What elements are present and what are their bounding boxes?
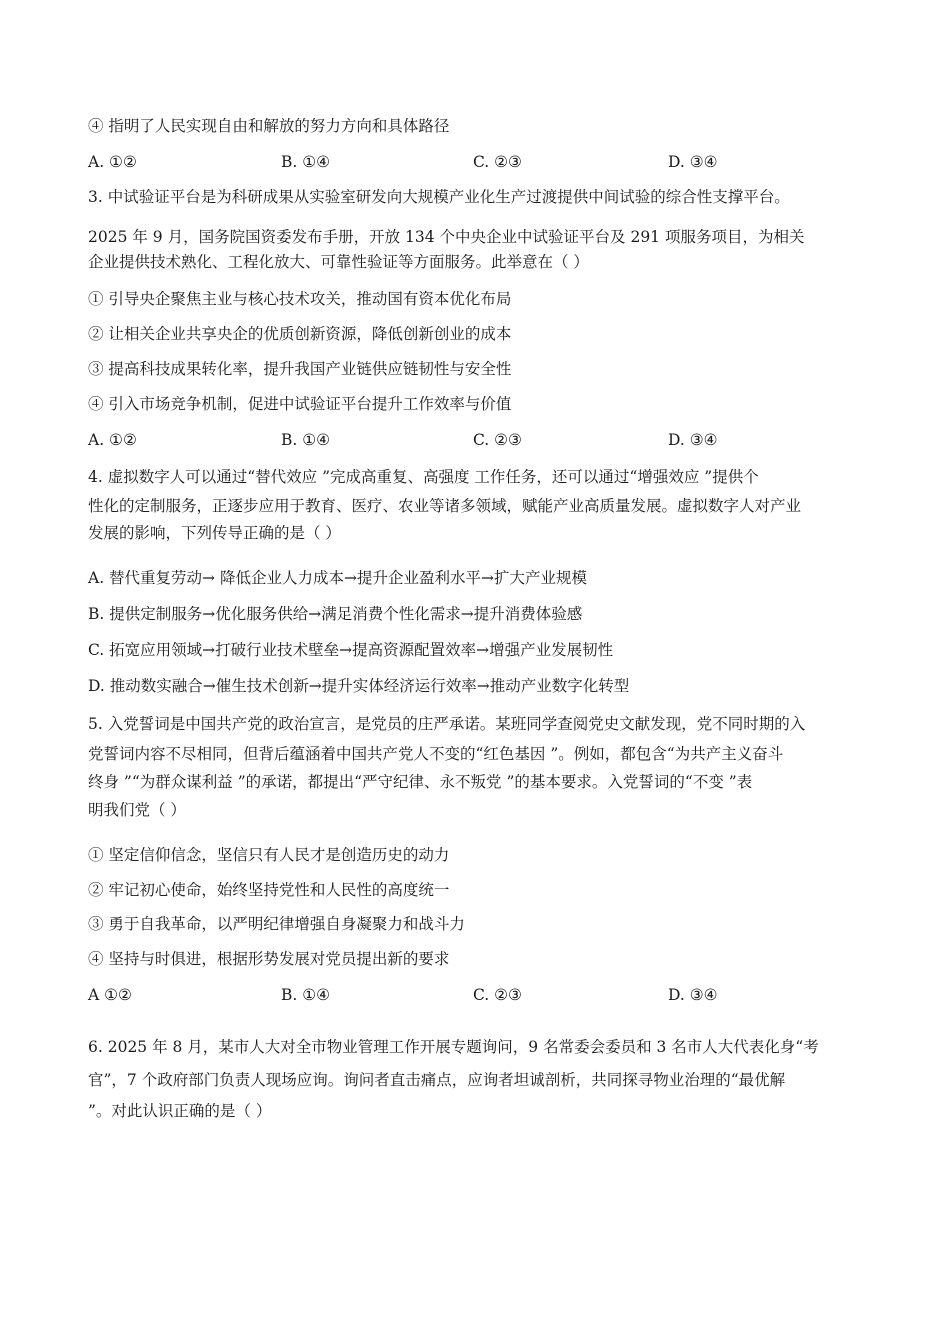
q3-option-c: C. ②③: [473, 431, 522, 449]
q4-stem-line-2: 性化的定制服务，正逐步应用于教育、医疗、农业等诸多领域，赋能产业高质量发展。虚拟数字人对产业: [88, 497, 802, 515]
q5-stem-line-4: 明我们党（ ）: [88, 801, 186, 819]
prev-item-4: ④ 指明了人民实现自由和解放的努力方向和具体路径: [88, 117, 450, 135]
q3-item-2: ② 让相关企业共享央企的优质创新资源，降低创新创业的成本: [88, 325, 512, 343]
q5-item-4: ④ 坚持与时俱进，根据形势发展对党员提出新的要求: [88, 950, 450, 968]
q4-choice-a: A. 替代重复劳动→ 降低企业人力成本→提升企业盈利水平→扩大产业规模: [88, 569, 587, 587]
q5-item-3: ③ 勇于自我革命，以严明纪律增强自身凝聚力和战斗力: [88, 915, 465, 933]
q5-options: [88, 985, 888, 1005]
q3-item-4: ④ 引入市场竞争机制，促进中试验证平台提升工作效率与价值: [88, 395, 512, 413]
q6-stem-line-2: 官”，7 个政府部门负责人现场应询。询问者直击痛点，应询者坦诚剖析，共同探寻物业治理的“最优解: [88, 1071, 786, 1089]
q5-item-1: ① 坚定信仰信念，坚信只有人民才是创造历史的动力: [88, 846, 450, 864]
q3-option-b: B. ①④: [281, 431, 331, 449]
q3-option-a: A. ①②: [88, 431, 137, 449]
prev-option-b: B. ①④: [281, 153, 331, 171]
q4-stem-line-1: 4. 虚拟数字人可以通过“替代效应 ”完成高重复、高强度 工作任务，还可以通过“增强效应 ”提供个: [88, 468, 759, 486]
q3-option-d: D. ③④: [668, 431, 718, 449]
q3-stem-line-1: 3. 中试验证平台是为科研成果从实验室研发向大规模产业化生产过渡提供中间试验的综合性支撑平台。: [88, 188, 790, 206]
prev-option-c: C. ②③: [473, 153, 522, 171]
prev-options: [88, 152, 888, 172]
q5-stem-line-3: 终身 ”“为群众谋利益 ”的承诺，都提出“严守纪律、永不叛党 ”的基本要求。入党誓词的“不变 ”表: [88, 773, 753, 791]
q5-stem-line-1: 5. 入党誓词是中国共产党的政治宣言，是党员的庄严承诺。某班同学查阅党史文献发现，党不同时期的入: [88, 715, 806, 733]
q5-stem-line-2: 党誓词内容不尽相同，但背后蕴涵着中国共产党人不变的“红色基因 ”。例如，都包含“为共产主义奋斗: [88, 745, 784, 763]
q5-option-a: A ①②: [88, 986, 132, 1004]
q4-choice-d: D. 推动数实融合→催生技术创新→提升实体经济运行效率→推动产业数字化转型: [88, 677, 630, 695]
q3-stem-line-3: 企业提供技术熟化、工程化放大、可靠性验证等方面服务。此举意在（ ）: [88, 253, 589, 271]
q3-stem-line-2: 2025 年 9 月，国务院国资委发布手册，开放 134 个中央企业中试验证平台及 291 项服务项目，为相关: [88, 228, 805, 246]
prev-option-a: A. ①②: [88, 153, 137, 171]
prev-option-d: D. ③④: [668, 153, 718, 171]
q5-option-c: C. ②③: [473, 986, 522, 1004]
q3-options: [88, 430, 888, 450]
q5-option-b: B. ①④: [281, 986, 331, 1004]
q3-item-1: ① 引导央企聚焦主业与核心技术攻关，推动国有资本优化布局: [88, 290, 512, 308]
q6-stem-line-3: ”。对此认识正确的是（ ）: [88, 1102, 272, 1120]
q3-item-3: ③ 提高科技成果转化率，提升我国产业链供应链韧性与安全性: [88, 360, 512, 378]
q4-choice-c: C. 拓宽应用领域→打破行业技术壁垒→提高资源配置效率→增强产业发展韧性: [88, 641, 614, 659]
q4-choice-b: B. 提供定制服务→优化服务供给→满足消费个性化需求→提升消费体验感: [88, 605, 583, 623]
q5-item-2: ② 牢记初心使命，始终坚持党性和人民性的高度统一: [88, 881, 450, 899]
q6-stem-line-1: 6. 2025 年 8 月，某市人大对全市物业管理工作开展专题询问，9 名常委会委员和 3 名市人大代表化身“考: [88, 1038, 819, 1056]
q5-option-d: D. ③④: [668, 986, 718, 1004]
q4-stem-line-3: 发展的影响，下列传导正确的是（ ）: [88, 524, 341, 542]
